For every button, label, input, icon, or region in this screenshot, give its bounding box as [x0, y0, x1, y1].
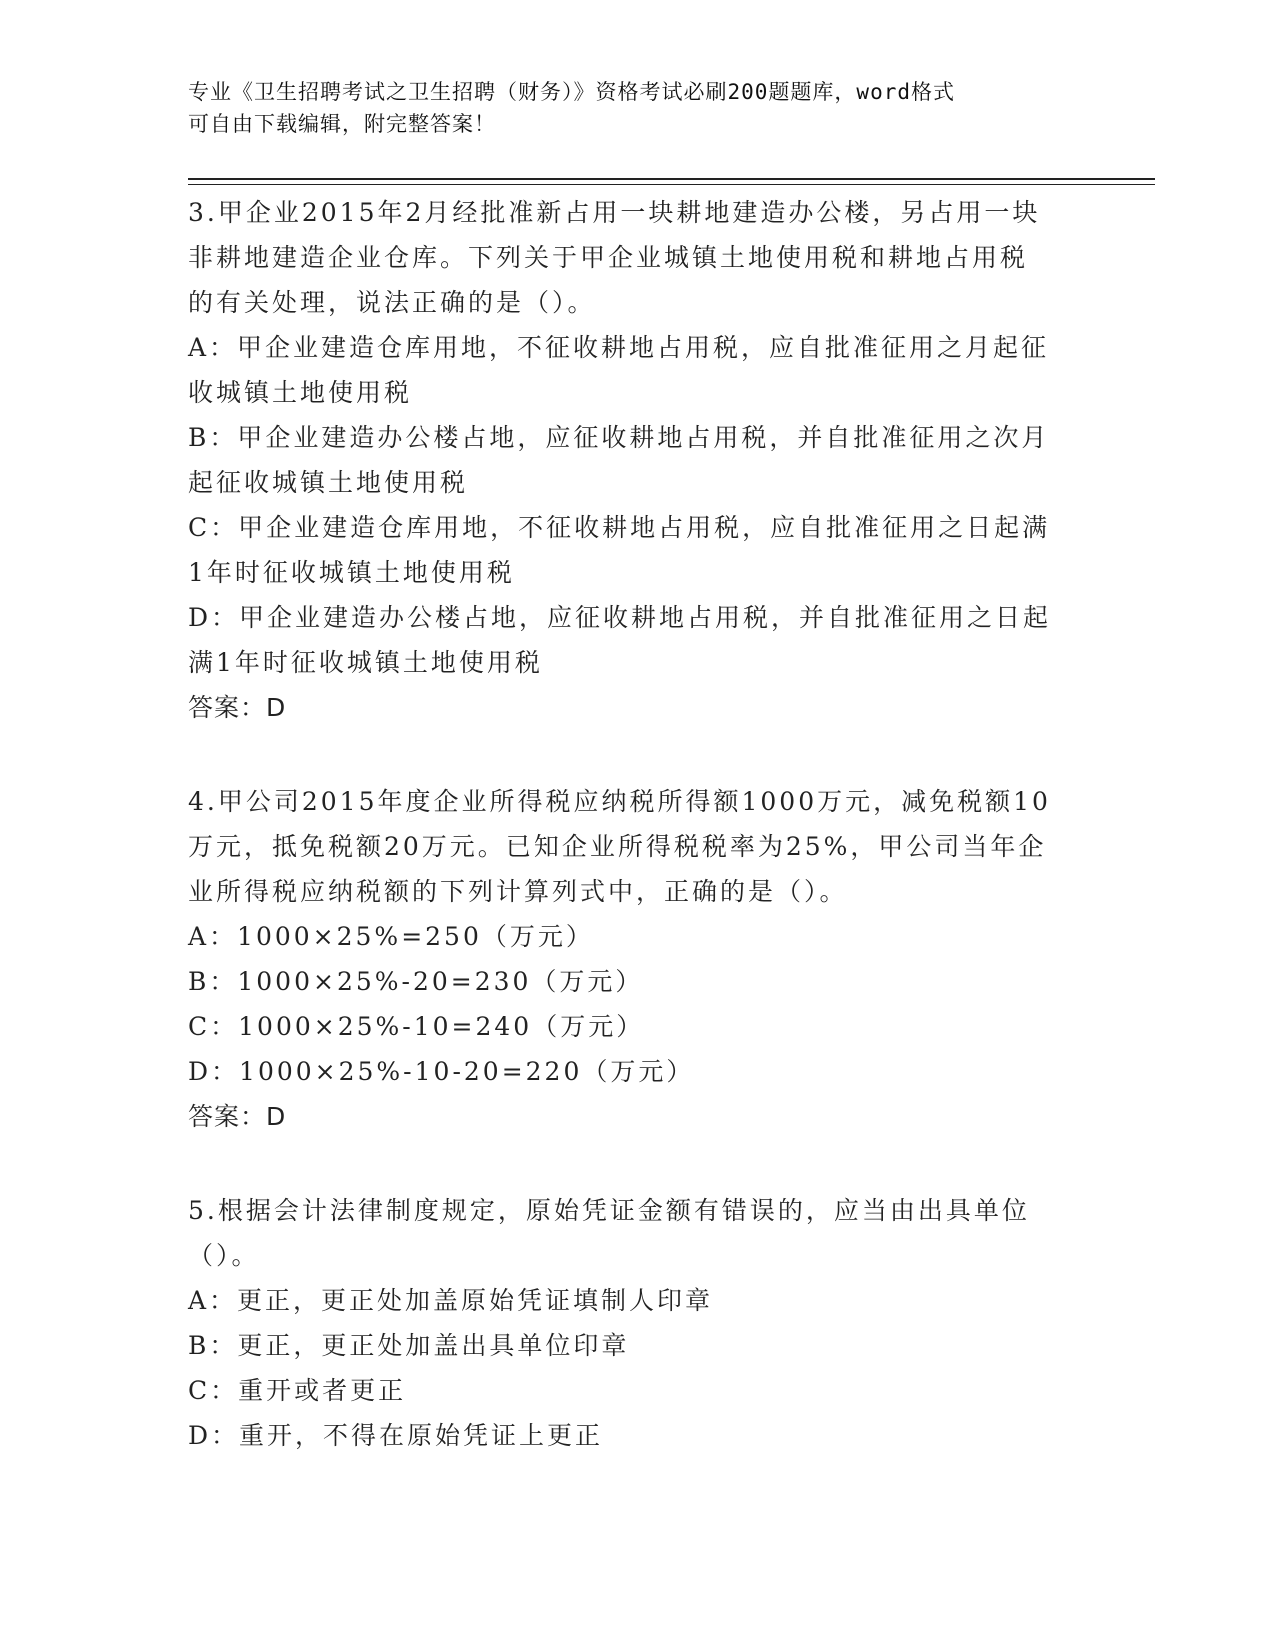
- option-a: A：甲企业建造仓库用地，不征收耕地占用税，应自批准征用之月起征: [188, 333, 1050, 362]
- question-3: [188, 190, 1088, 730]
- answer-line: 答案：D: [188, 693, 287, 722]
- option-b: B：1000×25%-20=230（万元）: [188, 967, 644, 996]
- option-d-continued: 满1年时征收城镇土地使用税: [188, 648, 543, 677]
- option-b: B：更正，更正处加盖出具单位印章: [188, 1331, 630, 1360]
- header-line-2: 可自由下载编辑，附完整答案！: [188, 112, 496, 136]
- question-stem-line: 4.甲公司2015年度企业所得税应纳税所得额1000万元，减免税额10: [188, 787, 1051, 816]
- header-divider-thin: [188, 184, 1155, 185]
- question-spacer: [188, 1139, 1088, 1188]
- option-d: D：甲企业建造办公楼占地，应征收耕地占用税，并自批准征用之日起: [188, 603, 1052, 632]
- option-c-continued: 1年时征收城镇土地使用税: [188, 558, 515, 587]
- option-c: C：甲企业建造仓库用地，不征收耕地占用税，应自批准征用之日起满: [188, 513, 1051, 542]
- question-stem-line: 5.根据会计法律制度规定，原始凭证金额有错误的，应当由出具单位: [188, 1196, 1030, 1225]
- header-divider-thick: [188, 178, 1155, 180]
- question-stem-line: 3.甲企业2015年2月经批准新占用一块耕地建造办公楼，另占用一块: [188, 198, 1041, 227]
- option-c: C：1000×25%-10=240（万元）: [188, 1012, 645, 1041]
- question-5: [188, 1188, 1088, 1458]
- option-b: B：甲企业建造办公楼占地，应征收耕地占用税，并自批准征用之次月: [188, 423, 1050, 452]
- option-b-continued: 起征收城镇土地使用税: [188, 468, 469, 497]
- option-a-continued: 收城镇土地使用税: [188, 378, 413, 407]
- question-spacer: [188, 730, 1088, 779]
- option-d: D：1000×25%-10-20=220（万元）: [188, 1057, 695, 1086]
- question-4: [188, 779, 1088, 1139]
- question-stem-line: （）。: [188, 1241, 260, 1270]
- question-stem-line: 的有关处理，说法正确的是（）。: [188, 288, 596, 317]
- option-c: C：重开或者更正: [188, 1376, 407, 1405]
- question-stem-line: 万元，抵免税额20万元。已知企业所得税税率为25%，甲公司当年企: [188, 832, 1047, 861]
- header-line-1: 专业《卫生招聘考试之卫生招聘（财务）》资格考试必刷200题题库，word格式: [188, 80, 955, 104]
- option-d: D：重开，不得在原始凭证上更正: [188, 1421, 604, 1450]
- question-stem-line: 非耕地建造企业仓库。下列关于甲企业城镇土地使用税和耕地占用税: [188, 243, 1029, 272]
- answer-line: 答案：D: [188, 1102, 287, 1131]
- option-a: A：1000×25%=250（万元）: [188, 922, 594, 951]
- document-header: [188, 76, 1068, 140]
- option-a: A：更正，更正处加盖原始凭证填制人印章: [188, 1286, 714, 1315]
- question-stem-line: 业所得税应纳税额的下列计算列式中，正确的是（）。: [188, 877, 848, 906]
- question-list: [188, 190, 1088, 1458]
